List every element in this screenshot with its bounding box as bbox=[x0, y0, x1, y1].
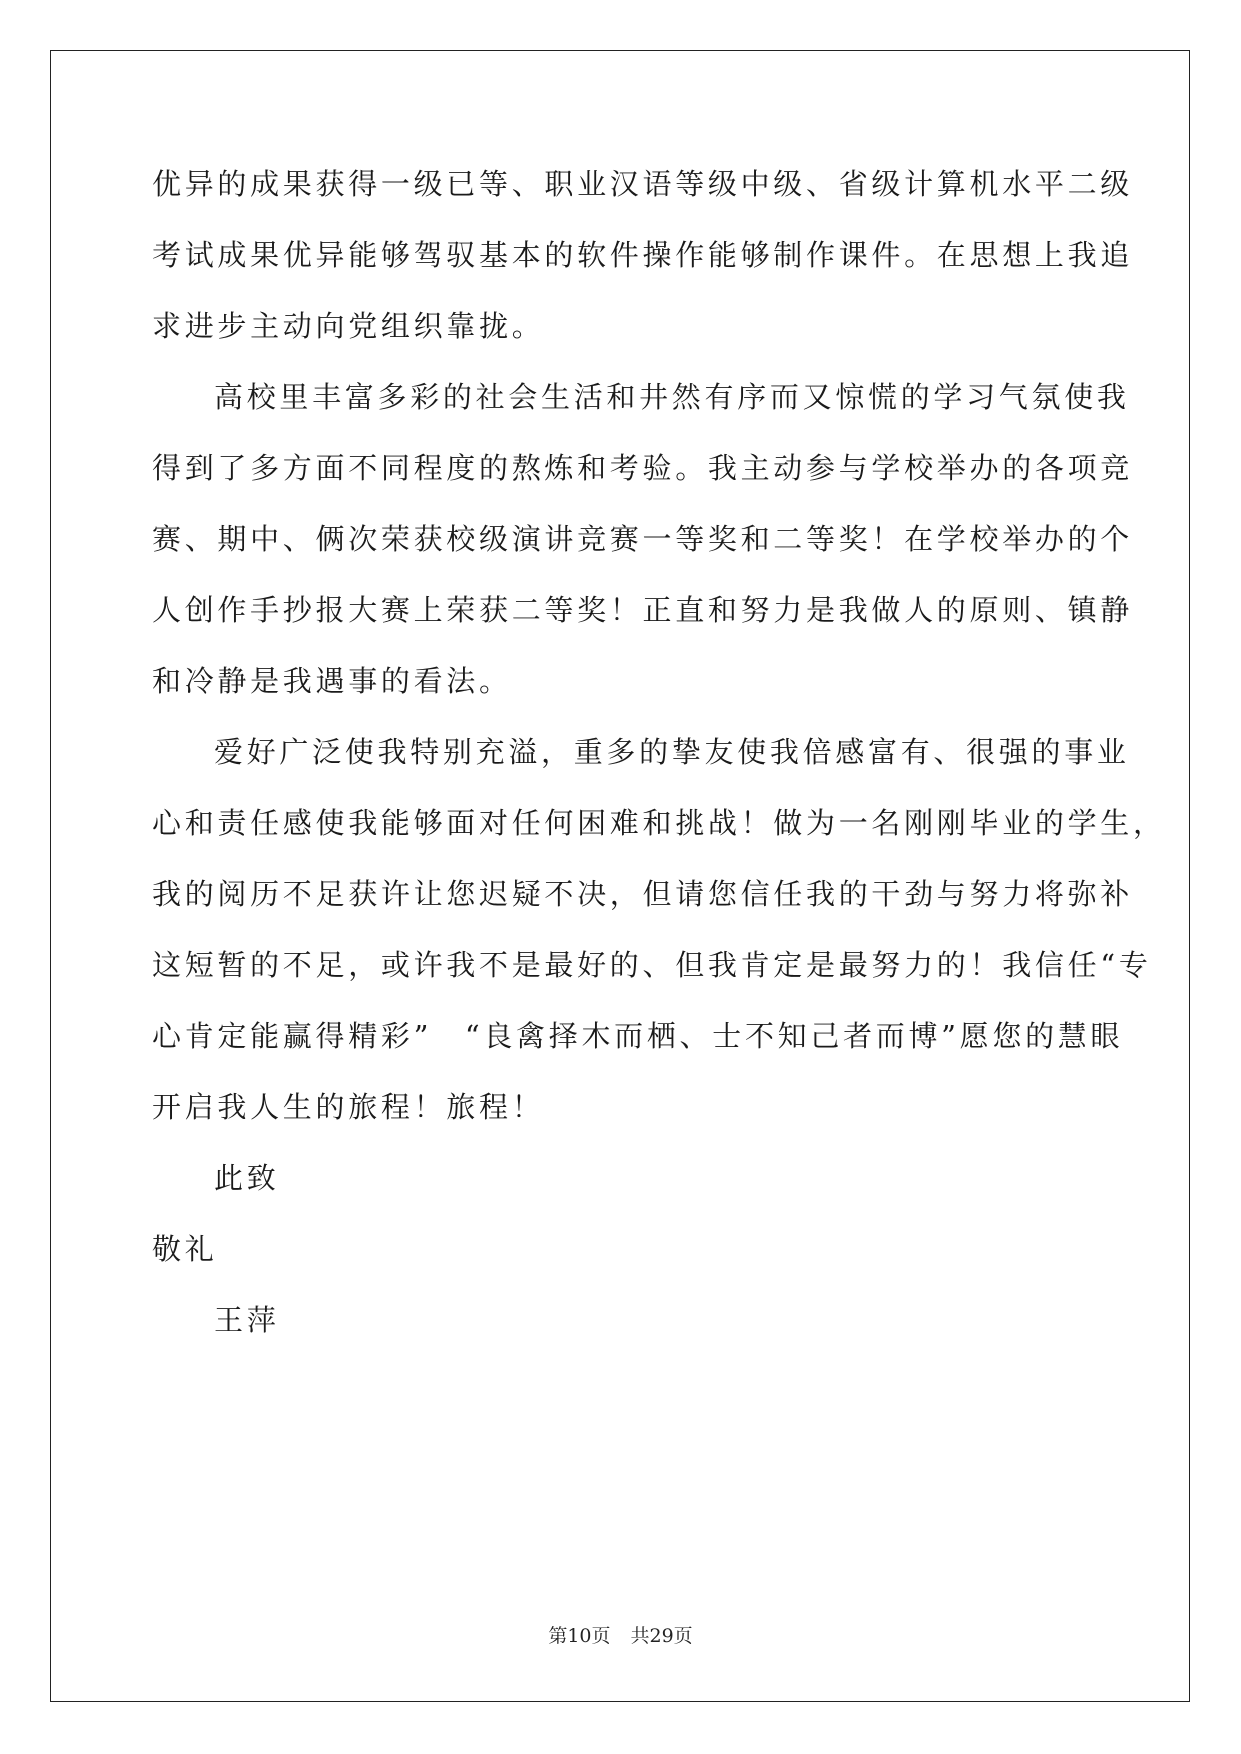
page-number: 第10页 bbox=[548, 1625, 611, 1647]
body-line: 心和责任感使我能够面对任何困难和挑战！做为一名刚刚毕业的学生， bbox=[152, 806, 1166, 840]
body-line: 求进步主动向党组织靠拢。 bbox=[152, 309, 545, 343]
body-line: 心肯定能赢得精彩” “良禽择木而栖、士不知己者而博”愿您的慧眼 bbox=[152, 1019, 1124, 1053]
closing-line: 此致 bbox=[214, 1161, 280, 1195]
body-line: 得到了多方面不同程度的熬炼和考验。我主动参与学校举办的各项竞 bbox=[152, 451, 1134, 485]
salutation-line: 敬礼 bbox=[152, 1232, 218, 1266]
body-line: 优异的成果获得一级已等、职业汉语等级中级、省级计算机水平二级 bbox=[152, 167, 1134, 201]
page-footer bbox=[0, 1624, 1241, 1648]
body-line: 考试成果优异能够驾驭基本的软件操作能够制作课件。在思想上我追 bbox=[152, 238, 1134, 272]
paragraph-start-line: 高校里丰富多彩的社会生活和井然有序而又惊慌的学习气氛使我 bbox=[214, 380, 1130, 414]
body-line: 我的阅历不足获许让您迟疑不决，但请您信任我的干劲与努力将弥补 bbox=[152, 877, 1134, 911]
body-line: 开启我人生的旅程！旅程！ bbox=[152, 1090, 545, 1124]
page-total: 共29页 bbox=[630, 1625, 693, 1647]
body-line: 人创作手抄报大赛上荣获二等奖！正直和努力是我做人的原则、镇静 bbox=[152, 593, 1134, 627]
body-line: 和冷静是我遇事的看法。 bbox=[152, 664, 512, 698]
paragraph-start-line: 爱好广泛使我特别充溢，重多的挚友使我倍感富有、很强的事业 bbox=[214, 735, 1130, 769]
signature-line: 王萍 bbox=[214, 1303, 280, 1337]
body-line: 赛、期中、俩次荣获校级演讲竞赛一等奖和二等奖！在学校举办的个 bbox=[152, 522, 1134, 556]
body-line: 这短暂的不足，或许我不是最好的、但我肯定是最努力的！我信任“专 bbox=[152, 948, 1152, 982]
